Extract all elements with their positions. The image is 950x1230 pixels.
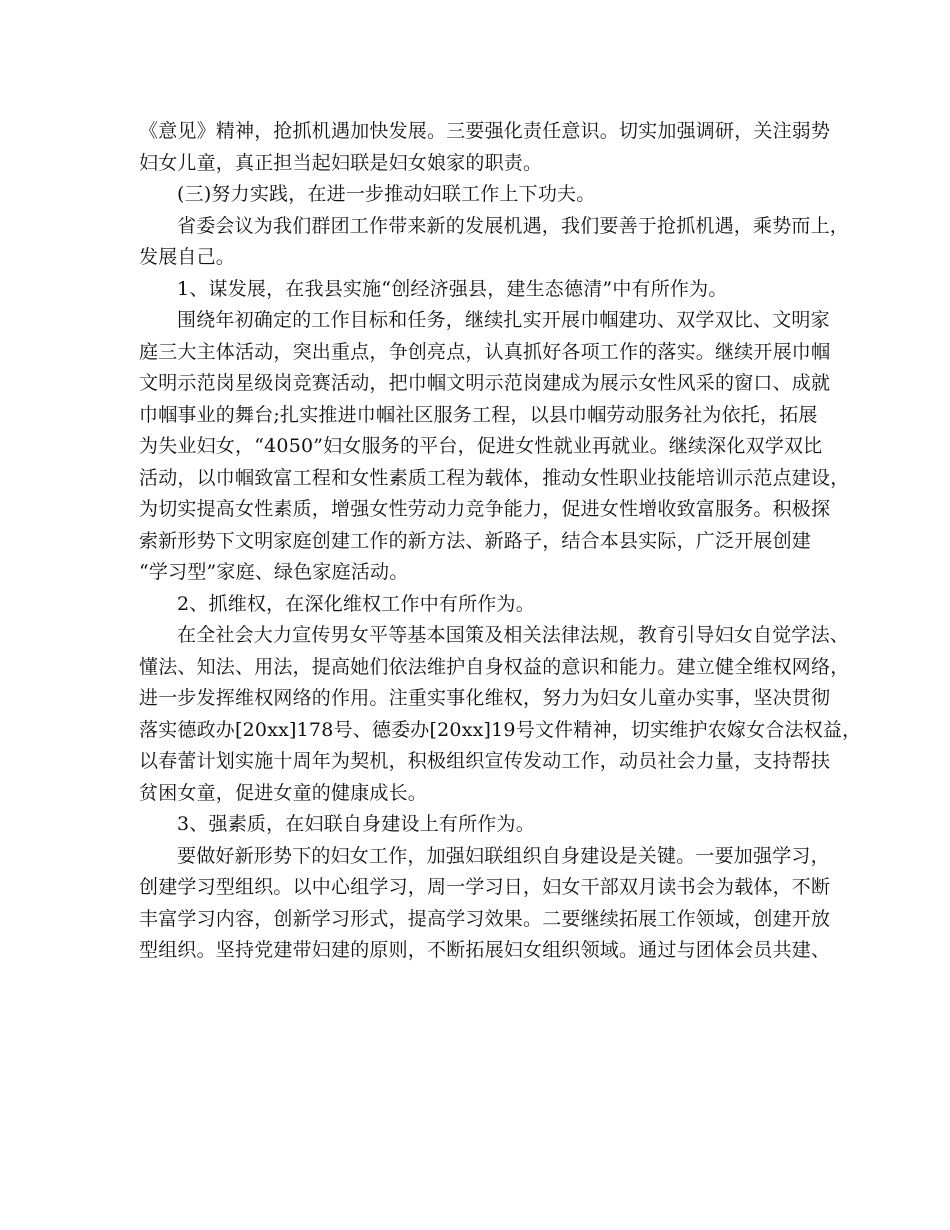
text-line: 要做好新形势下的妇女工作，加强妇联组织自身建设是关键。一要加强学习， <box>177 844 830 867</box>
text-line: 创建学习型组织。以中心组学习，周一学习日，妇女干部双月读书会为载体，不断 <box>139 876 831 898</box>
text-line: 在全社会大力宣传男女平等基本国策及相关法律法规，教育引导妇女自觉学法、 <box>177 624 850 646</box>
text-line: 活动，以巾帼致富工程和女性素质工程为载体，推动女性职业技能培训示范点建设， <box>139 466 850 489</box>
text-line: 懂法、知法、用法，提高她们依法维护自身权益的意识和能力。建立健全维权网络， <box>139 655 850 678</box>
text-line: 为切实提高女性素质，增强女性劳动力竞争能力，促进女性增收致富服务。积极探 <box>139 498 831 520</box>
text-line: 围绕年初确定的工作目标和任务，继续扎实开展巾帼建功、双学双比、文明家 <box>177 309 830 331</box>
text-line: 为失业妇女，“4050”妇女服务的平台，促进女性就业再就业。继续深化双学双比 <box>139 435 823 457</box>
subsection-heading: 3、强素质，在妇联自身建设上有所作为。 <box>177 813 535 835</box>
text-line: 庭三大主体活动，突出重点，争创亮点，认真抓好各项工作的落实。继续开展巾帼 <box>139 340 831 363</box>
text-line: “学习型”家庭、绿色家庭活动。 <box>139 561 409 583</box>
subsection-heading: 1、谋发展，在我县实施“创经济强县，建生态德清”中有所作为。 <box>177 277 728 300</box>
text-line: 妇女儿童，真正担当起妇联是妇女娘家的职责。 <box>139 151 543 174</box>
text-line: 发展自己。 <box>139 246 236 268</box>
text-line: 《意见》精神，抢抓机遇加快发展。三要强化责任意识。切实加强调研，关注弱势 <box>139 120 831 142</box>
document-body <box>139 116 862 967</box>
text-line: 落实德政办[20xx]178号、德委办[20xx]19号文件精神，切实维护农嫁女合法权益， <box>139 718 862 741</box>
text-line: 贫困女童，促进女童的健康成长。 <box>139 781 428 804</box>
text-line: 索新形势下文明家庭创建工作的新方法、新路子，结合本县实际，广泛开展创建 <box>139 529 812 552</box>
text-line: 丰富学习内容，创新学习形式，提高学习效果。二要继续拓展工作领域，创建开放 <box>139 907 831 930</box>
text-line: 巾帼事业的舞台;扎实推进巾帼社区服务工程，以县巾帼劳动服务社为依托，拓展 <box>139 403 818 426</box>
text-line: 文明示范岗星级岗竞赛活动，把巾帼文明示范岗建成为展示女性风采的窗口、成就 <box>139 372 831 394</box>
text-line: 型组织。坚持党建带妇建的原则，不断拓展妇女组织领域。通过与团体会员共建、 <box>139 939 831 961</box>
text-line: 以春蕾计划实施十周年为契机，积极组织宣传发动工作，动员社会力量，支持帮扶 <box>139 750 831 772</box>
text-line: 省委会议为我们群团工作带来新的发展机遇，我们要善于抢抓机遇，乘势而上， <box>177 214 850 237</box>
text-line: 进一步发挥维权网络的作用。注重实事化维权，努力为妇女儿童办实事，坚决贯彻 <box>139 687 831 709</box>
section-heading: (三)努力实践，在进一步推动妇联工作上下功夫。 <box>177 183 596 205</box>
subsection-heading: 2、抓维权，在深化维权工作中有所作为。 <box>177 592 535 615</box>
